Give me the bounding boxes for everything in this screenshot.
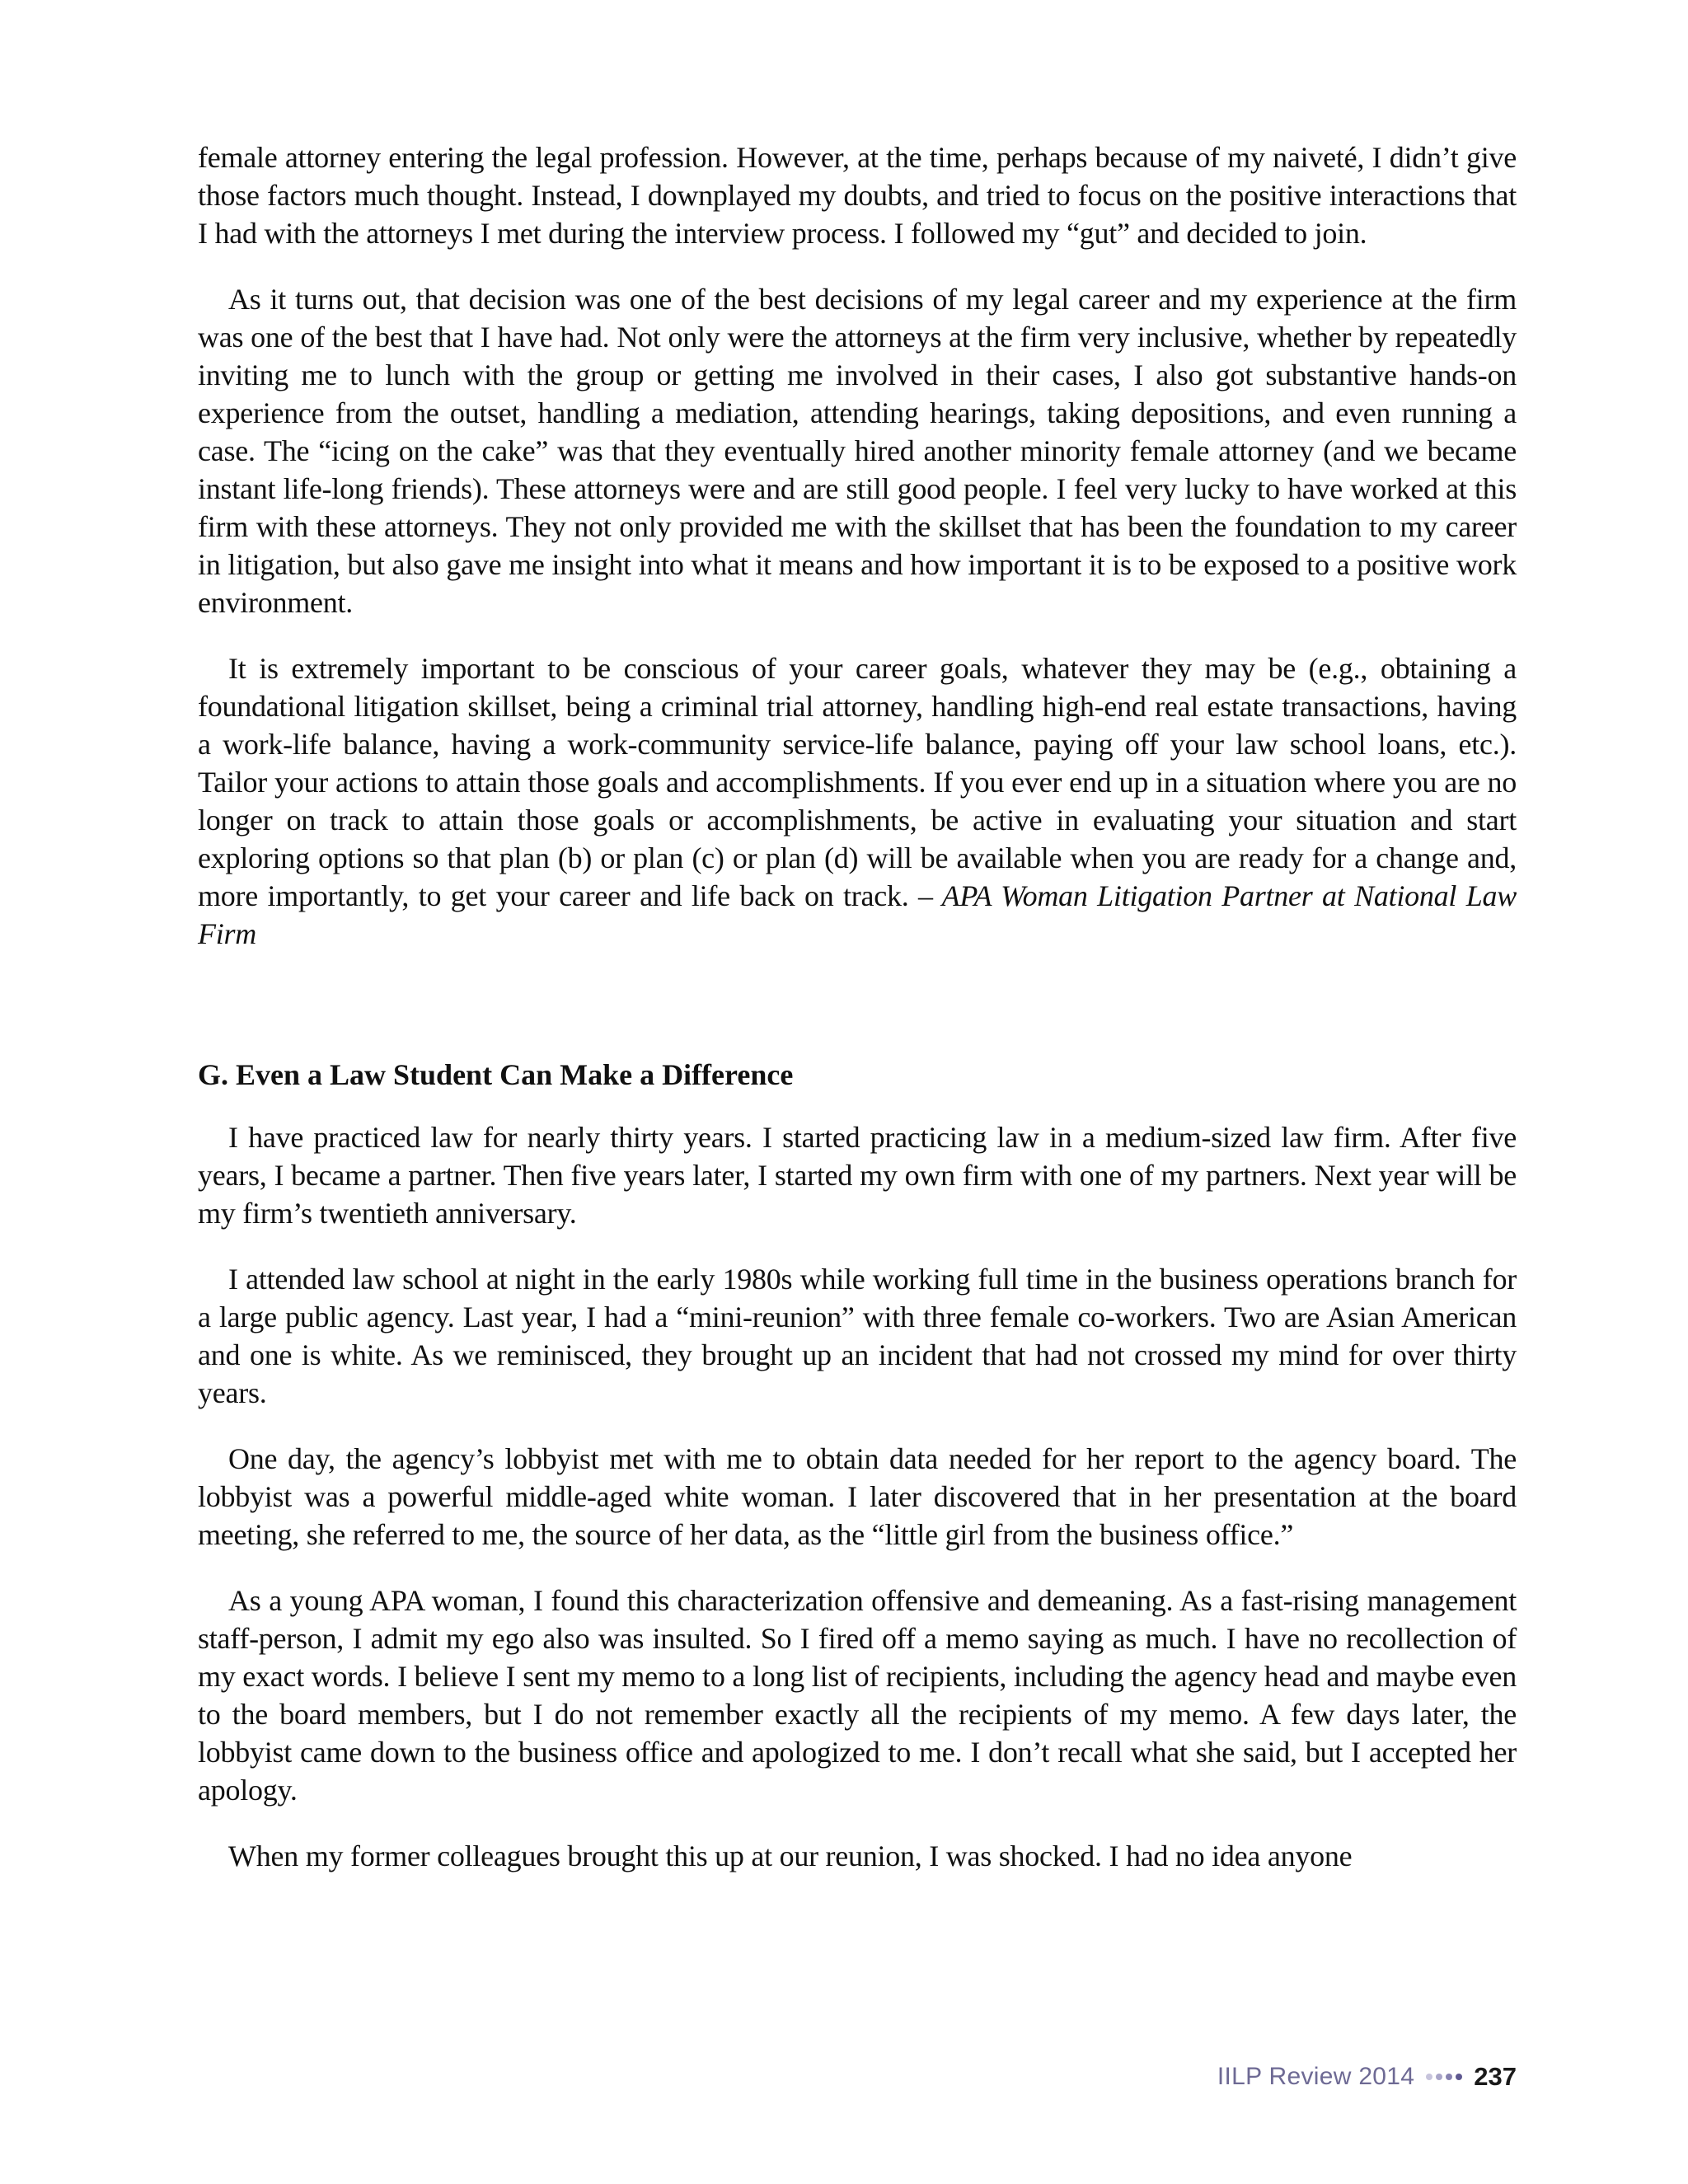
dot-icon	[1436, 2074, 1442, 2080]
paragraph: I have practiced law for nearly thirty years. I started practicing law in a medium-sized law firm. After five years, I became a partner. Then five years later, I started my own firm with one of my partners. Next year will be my firm’s twentieth anniversary.	[198, 1121, 1517, 1230]
section-heading: G. Even a Law Student Can Make a Difference	[198, 1058, 794, 1091]
dot-icon	[1446, 2074, 1452, 2080]
paragraph-truncated: When my former colleagues brought this up at our reunion, I was shocked. I had no idea anyone	[228, 1840, 1353, 1872]
dot-icon	[1456, 2074, 1462, 2080]
paragraph: As a young APA woman, I found this characterization offensive and demeaning. As a fast-rising management staff-person, I admit my ego also was insulted. So I fired off a memo saying as much. I have no recollection of my exact words. I believe I sent my memo to a long list of recipients, including the agency head and maybe even to the board members, but I do not remember exactly all the recipients of my memo. A few days later, the lobbyist came down to the business office and apologized to me. I don’t recall what she said, but I accepted her apology.	[198, 1584, 1517, 1807]
paragraph: One day, the agency’s lobbyist met with me to obtain data needed for her report to the agency board. The lobbyist was a powerful middle-aged white woman. I later discovered that in her presentation at the board meeting, she referred to me, the source of her data, as the “little girl from the business office.”	[198, 1442, 1517, 1551]
paragraph-with-attribution	[198, 649, 1517, 953]
attribution: – APA Woman Litigation Partner at National Law Firm	[198, 879, 1517, 950]
dot-icon	[1426, 2074, 1432, 2080]
paragraph-text: It is extremely important to be conscious of your career goals, whatever they may be (e.g., obtaining a foundational litigation skillset, being a criminal trial attorney, handling high-end real estate transactions, having a work-life balance, having a work-community service-life balance, paying off your law school loans, etc.). Tailor your actions to attain those goals and accomplishments. If you ever end up in a situation where you are no longer on track to attain those goals or accomplishments, be active in evaluating your situation and start exploring options so that plan (b) or plan (c) or plan (d) will be available when you are ready for a change and, more importantly, to get your career and life back on track.	[198, 652, 1517, 912]
separator-dots-icon	[1424, 2074, 1464, 2080]
journal-name: IILP Review 2014	[1217, 2063, 1415, 2090]
paragraph: I attended law school at night in the early 1980s while working full time in the business operations branch for a large public agency. Last year, I had a “mini-reunion” with three female co-workers. Two are Asian American and one is white. As we reminisced, they brought up an incident that had not crossed my mind for over thirty years.	[198, 1263, 1517, 1409]
page-footer	[1217, 2060, 1517, 2093]
body-text	[198, 138, 1517, 1875]
paragraph: As it turns out, that decision was one of the best decisions of my legal career and my experience at the firm was one of the best that I have had. Not only were the attorneys at the firm very inclusive, whether by repeatedly inviting me to lunch with the group or getting me involved in their cases, I also got substantive hands-on experience from the outset, handling a mediation, attending hearings, taking depositions, and even running a case. The “icing on the cake” was that they eventually hired another minority female attorney (and we became instant life-long friends). These attorneys were and are still good people. I feel very lucky to have worked at this firm with these attorneys. They not only provided me with the skillset that has been the foundation to my career in litigation, but also gave me insight into what it means and how important it is to be exposed to a positive work environment.	[198, 283, 1517, 619]
page-number: 237	[1474, 2062, 1517, 2091]
paragraph-continued: female attorney entering the legal profession. However, at the time, perhaps because of my naiveté, I didn’t give those factors much thought. Instead, I downplayed my doubts, and tried to focus on the positive interactions that I had with the attorneys I met during the interview process. I followed my “gut” and decided to join.	[198, 141, 1517, 250]
